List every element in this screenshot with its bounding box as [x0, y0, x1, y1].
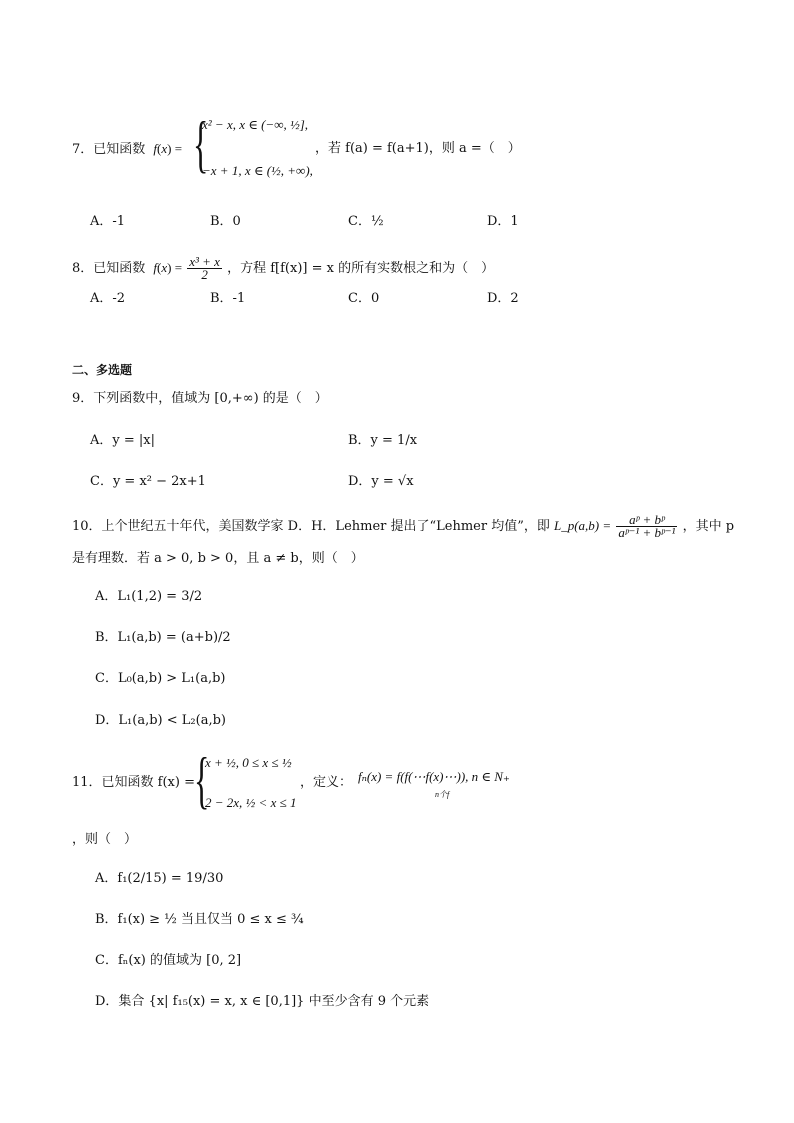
q11-option-a[interactable]: A．f₁(2/15) = 19/30: [95, 871, 224, 886]
q10-option-b[interactable]: B．L₁(a,b) = (a+b)/2: [95, 630, 231, 645]
q7-option-a[interactable]: A．-1: [90, 214, 126, 229]
q8-rest: ，方程 f[f(x)] = x 的所有实数根之和为（ ）: [227, 261, 495, 276]
q8-frac-num: x³ + x: [189, 254, 220, 269]
q7-condition: ，若 f(a) = f(a+1)，则 a =（ ）: [315, 141, 521, 156]
q7-number: 7．已知函数: [72, 142, 146, 157]
q7-option-c[interactable]: C．½: [348, 214, 384, 229]
q8-option-c[interactable]: C．0: [348, 291, 380, 306]
section-heading: 二、多选题: [72, 363, 133, 377]
q11-then: ，则（ ）: [72, 832, 138, 847]
q11-definition-label: ，定义：: [300, 775, 353, 790]
q8-number: 8．已知函数: [72, 261, 146, 276]
q9-option-c[interactable]: C．y = x² − 2x+1: [90, 474, 206, 489]
q11-option-c[interactable]: C．fₙ(x) 的值域为 [0, 2]: [95, 953, 242, 968]
q9-option-d[interactable]: D．y = √x: [348, 474, 414, 489]
q10-frac-den: aᵖ⁻¹ + bᵖ⁻¹: [618, 525, 676, 540]
q11-stem: 11．已知函数 f(x) =: [72, 775, 195, 790]
q9-option-b[interactable]: B．y = 1/x: [348, 433, 418, 448]
q11-iterated-function: fₙ(x) = f(f(⋯f(x)⋯)), n ∈ N₊: [358, 769, 510, 784]
q10-stem-line2: 是有理数．若 a > 0, b > 0，且 a ≠ b，则（ ）: [72, 551, 364, 566]
q8-stem: 8．已知函数 f(x) = $\frac{\text{x³ + x}}{2}$ ，方程 f[f(x)] = x 的所有实数根之和为（ ）: [72, 254, 495, 282]
q10-stem-line1: [72, 514, 734, 539]
q11-brace: {: [194, 744, 210, 815]
q11-underbrace-label: n个f: [435, 790, 450, 799]
q8-fraction: [187, 256, 222, 281]
q7-case2: −x + 1, x ∈ (½, +∞),: [202, 163, 313, 178]
q7-case1: x² − x, x ∈ (−∞, ½],: [202, 117, 309, 132]
q11-case2: 2 − 2x, ½ < x ≤ 1: [205, 795, 297, 810]
q9-option-a[interactable]: A．y = |x|: [90, 433, 155, 448]
q8-option-a[interactable]: A．-2: [90, 291, 126, 306]
q10-stem-text: 10．上个世纪五十年代，美国数学家 D．H．Lehmer 提出了“Lehmer 均值”，即: [72, 519, 550, 534]
q10-option-d[interactable]: D．L₁(a,b) < L₂(a,b): [95, 713, 226, 728]
q8-option-d[interactable]: D．2: [487, 291, 519, 306]
q9-stem: 9．下列函数中，值域为 [0,+∞) 的是（ ）: [72, 391, 328, 406]
q10-lehmer-symbol: L_p(a,b) =: [554, 518, 612, 533]
q7-option-d[interactable]: D．1: [487, 214, 519, 229]
q10-frac-num: aᵖ + bᵖ: [616, 514, 677, 527]
q7-stem: 7．已知函数 f(x) =: [72, 141, 183, 157]
q7-brace: {: [193, 108, 209, 179]
q11-case1: x + ½, 0 ≤ x ≤ ½: [205, 755, 292, 770]
q10-stem-end: ，其中 p: [682, 519, 735, 534]
q10-option-c[interactable]: C．L₀(a,b) > L₁(a,b): [95, 671, 226, 686]
q10-fraction: [616, 514, 677, 539]
q8-frac-den: 2: [201, 267, 208, 282]
q8-option-b[interactable]: B．-1: [210, 291, 246, 306]
q7-option-b[interactable]: B．0: [210, 214, 241, 229]
q11-option-b[interactable]: B．f₁(x) ≥ ½ 当且仅当 0 ≤ x ≤ ¾: [95, 912, 304, 927]
q11-option-d[interactable]: D．集合 {x| f₁₅(x) = x, x ∈ [0,1]} 中至少含有 9 个元素: [95, 994, 430, 1009]
q10-option-a[interactable]: A．L₁(1,2) = 3/2: [95, 589, 203, 604]
